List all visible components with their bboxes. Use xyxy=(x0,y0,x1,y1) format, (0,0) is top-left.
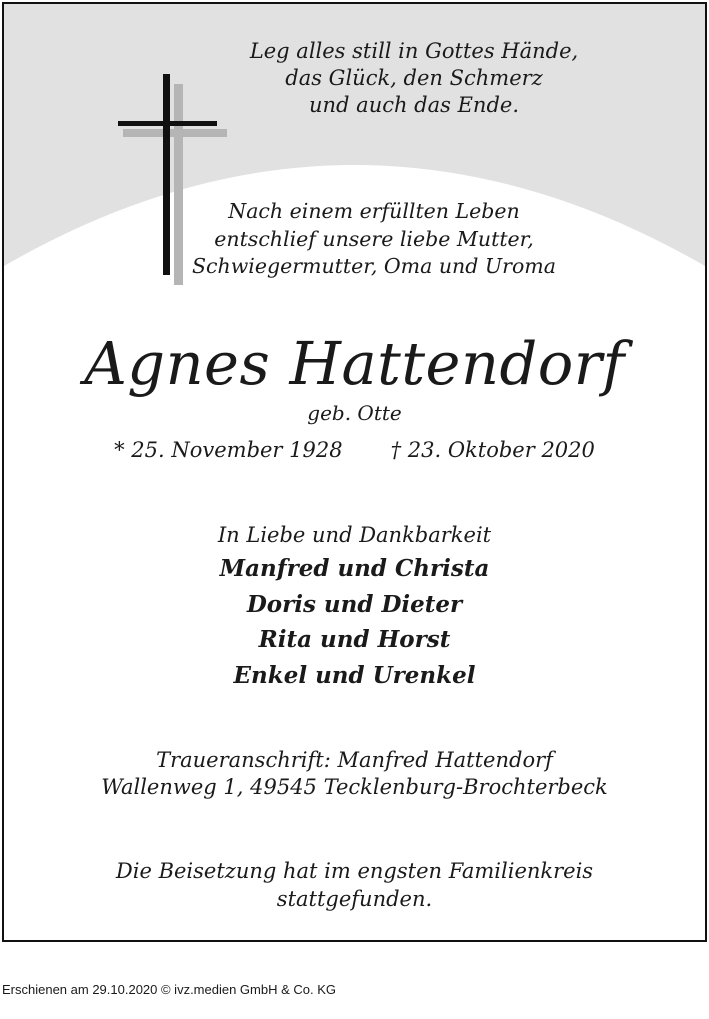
verse-line: das Glück, den Schmerz xyxy=(285,66,543,90)
mourner-name: Rita und Horst xyxy=(258,626,451,653)
intro-line: Schwiegermutter, Oma und Uroma xyxy=(192,254,556,278)
deceased-name: Agnes Hattendorf xyxy=(84,329,625,398)
mourners-list xyxy=(4,551,705,693)
mourning-address xyxy=(4,747,705,801)
mourners-greeting: In Liebe und Dankbarkeit xyxy=(217,523,492,547)
mourner-name: Doris und Dieter xyxy=(246,590,463,618)
verse-line: Leg alles still in Gottes Hände, xyxy=(249,39,579,63)
funeral-note xyxy=(4,857,705,913)
mourner-name: Enkel und Urenkel xyxy=(233,661,476,689)
funeral-line: Die Beisetzung hat im engsten Familienkreis xyxy=(115,859,594,883)
mourner-name: Manfred und Christa xyxy=(219,555,490,582)
obituary-notice xyxy=(2,2,707,942)
birth-name: geb. Otte xyxy=(307,401,402,425)
intro-text xyxy=(124,198,624,281)
address-line: Wallenweg 1, 49545 Tecklenburg-Brochterbeck xyxy=(101,775,608,799)
life-dates xyxy=(4,435,705,465)
verse xyxy=(144,38,684,119)
funeral-line: stattgefunden. xyxy=(276,887,433,911)
publication-footer: Erschienen am 29.10.2020 © ivz.medien GmbH & Co. KG xyxy=(2,982,337,997)
birth-date: * 25. November 1928 xyxy=(114,438,343,462)
death-date: † 23. Oktober 2020 xyxy=(390,438,595,462)
intro-line: entschlief unsere liebe Mutter, xyxy=(214,226,534,251)
address-line: Traueranschrift: Manfred Hattendorf xyxy=(156,748,553,772)
intro-line: Nach einem erfüllten Leben xyxy=(228,199,520,223)
verse-line: und auch das Ende. xyxy=(309,93,519,117)
